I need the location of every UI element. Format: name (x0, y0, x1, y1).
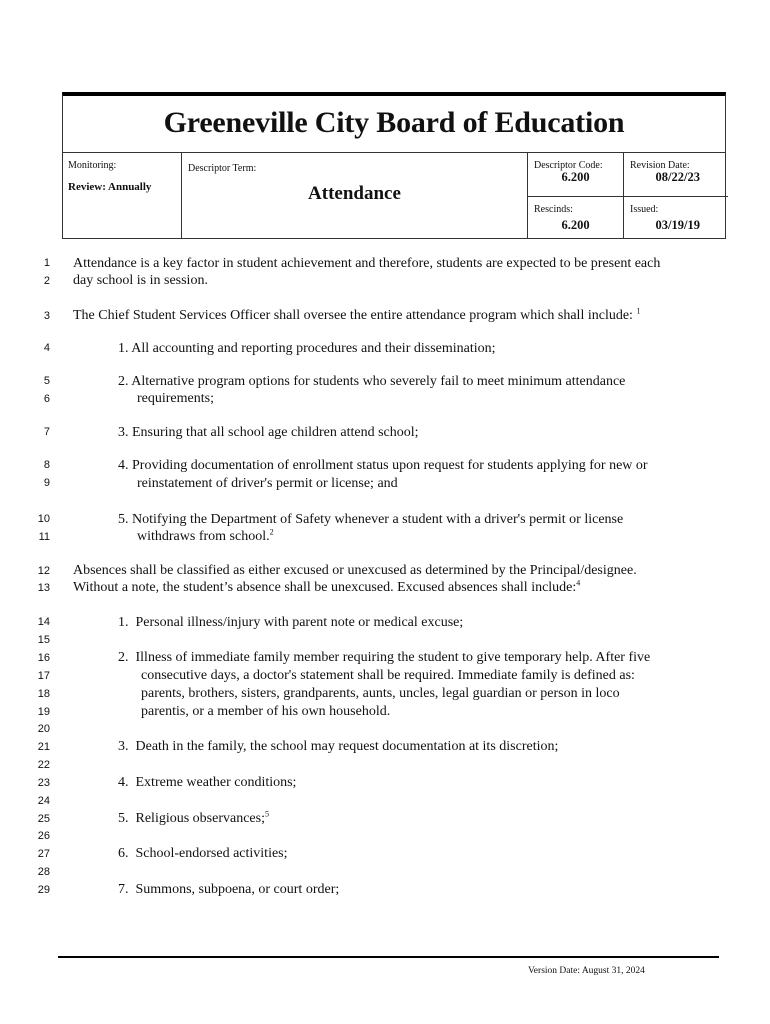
line-number: 16 (37, 652, 50, 664)
board-title: Greeneville City Board of Education (163, 106, 625, 139)
line-number: 1 (43, 257, 50, 269)
list-item (118, 341, 496, 357)
footer-rule (58, 956, 719, 958)
line-number: 18 (37, 688, 50, 700)
list-number: 1. (118, 341, 129, 356)
line-number: 11 (38, 531, 50, 543)
list-text: Providing documentation of enrollment status upon request for students applying for new or (132, 458, 648, 473)
list-text: withdraws from school. (137, 529, 270, 544)
descriptor-code-cell (528, 153, 624, 197)
list-item (118, 458, 648, 474)
line-number: 23 (37, 777, 50, 789)
line-number: 25 (37, 813, 50, 825)
paragraph-line: day school is in session. (73, 273, 208, 288)
paragraph-line (73, 580, 580, 596)
list-text: All accounting and reporting procedures and their dissemination; (131, 341, 496, 356)
line-number: 19 (37, 706, 50, 718)
revision-date-label: Revision Date: (630, 160, 690, 171)
list-text: Death in the family, the school may request documentation at its discretion; (135, 739, 559, 754)
line-number: 7 (43, 426, 50, 438)
descriptor-term-cell (182, 153, 528, 239)
list-item-continuation: consecutive days, a doctor's statement shall be required. Immediate family is defined as: (141, 668, 635, 683)
list-item (118, 739, 558, 755)
line-number: 6 (43, 393, 50, 405)
rescinds-cell (528, 197, 624, 239)
list-item-continuation: parents, brothers, sisters, grandparents, aunts, uncles, legal guardian or person in loco (141, 686, 620, 701)
monitoring-label: Monitoring: (68, 160, 117, 171)
list-text: Personal illness/injury with parent note or medical excuse; (135, 615, 464, 630)
list-text: Ensuring that all school age children attend school; (132, 425, 419, 440)
list-item-continuation (137, 529, 274, 545)
paragraph-line: Attendance is a key factor in student achievement and therefore, students are expected to be present each (73, 256, 661, 271)
paragraph-text: Without a note, the student’s absence shall be unexcused. Excused absences shall include: (73, 580, 577, 595)
list-number: 2. (118, 374, 129, 389)
footnote-ref: 1 (636, 306, 641, 316)
descriptor-term-value: Attendance (308, 183, 401, 204)
line-number: 29 (37, 884, 50, 896)
monitoring-cell (62, 153, 182, 239)
line-number: 4 (43, 342, 50, 354)
line-number: 15 (37, 634, 50, 646)
list-text: Alternative program options for students who severely fail to meet minimum attendance (131, 374, 626, 389)
list-item (118, 811, 269, 827)
list-text: Extreme weather conditions; (135, 775, 297, 790)
footnote-ref: 5 (264, 809, 269, 819)
list-number: 4. (118, 458, 129, 473)
line-number: 24 (37, 795, 50, 807)
paragraph-text: The Chief Student Services Officer shall oversee the entire attendance program which shall include: (73, 308, 633, 323)
rescinds-value: 6.200 (561, 218, 590, 232)
list-number: 3. (118, 425, 129, 440)
line-number: 20 (37, 723, 50, 735)
paragraph-line: Absences shall be classified as either excused or unexcused as determined by the Principal/designee. (73, 563, 637, 578)
line-number: 28 (37, 866, 50, 878)
list-number: 4. (118, 775, 129, 790)
monitoring-value: Review: Annually (68, 181, 152, 193)
line-number: 14 (37, 616, 50, 628)
list-item (118, 846, 288, 862)
list-text: Notifying the Department of Safety whenever a student with a driver's permit or license (132, 512, 624, 527)
descriptor-term-label: Descriptor Term: (188, 163, 257, 174)
line-number: 10 (37, 513, 50, 525)
list-number: 2. (118, 650, 129, 665)
list-number: 7. (118, 882, 129, 897)
descriptor-code-label: Descriptor Code: (534, 160, 603, 171)
list-item (118, 882, 339, 898)
rescinds-label: Rescinds: (534, 204, 573, 215)
line-number: 2 (43, 275, 50, 287)
line-number: 22 (37, 759, 50, 771)
line-number: 27 (37, 848, 50, 860)
descriptor-meta-row (62, 152, 726, 239)
line-number: 26 (37, 830, 50, 842)
descriptor-code-value: 6.200 (561, 170, 590, 184)
list-number: 5. (118, 512, 129, 527)
list-number: 3. (118, 739, 129, 754)
list-item (118, 374, 625, 390)
issued-cell (624, 197, 728, 239)
list-text: Religious observances; (135, 811, 265, 826)
list-number: 1. (118, 615, 129, 630)
paragraph-line (73, 308, 640, 324)
list-item (118, 650, 650, 666)
line-number: 17 (37, 670, 50, 682)
issued-value: 03/19/19 (655, 218, 700, 232)
list-item-continuation: reinstatement of driver's permit or license; and (137, 476, 398, 491)
descriptor-header (62, 92, 726, 239)
list-text: Summons, subpoena, or court order; (135, 882, 340, 897)
list-item (118, 615, 463, 631)
footnote-ref: 4 (576, 578, 581, 588)
revision-date-cell (624, 153, 728, 197)
list-text: School-endorsed activities; (135, 846, 288, 861)
line-number: 21 (37, 741, 50, 753)
line-number: 3 (43, 310, 50, 322)
line-number: 13 (37, 582, 50, 594)
list-item-continuation: requirements; (137, 391, 214, 406)
list-number: 6. (118, 846, 129, 861)
list-item-continuation: parentis, or a member of his own household. (141, 704, 391, 719)
line-number: 12 (37, 565, 50, 577)
line-number: 9 (43, 477, 50, 489)
list-number: 5. (118, 811, 129, 826)
list-item (118, 425, 419, 441)
line-number: 8 (43, 459, 50, 471)
list-item (118, 775, 296, 791)
revision-date-value: 08/22/23 (655, 170, 700, 184)
line-number: 5 (43, 375, 50, 387)
list-item (118, 512, 623, 528)
footnote-ref: 2 (269, 527, 274, 537)
list-text: Illness of immediate family member requiring the student to give temporary help. After five (135, 650, 651, 665)
version-date: Version Date: August 31, 2024 (528, 966, 645, 976)
issued-label: Issued: (630, 204, 659, 215)
